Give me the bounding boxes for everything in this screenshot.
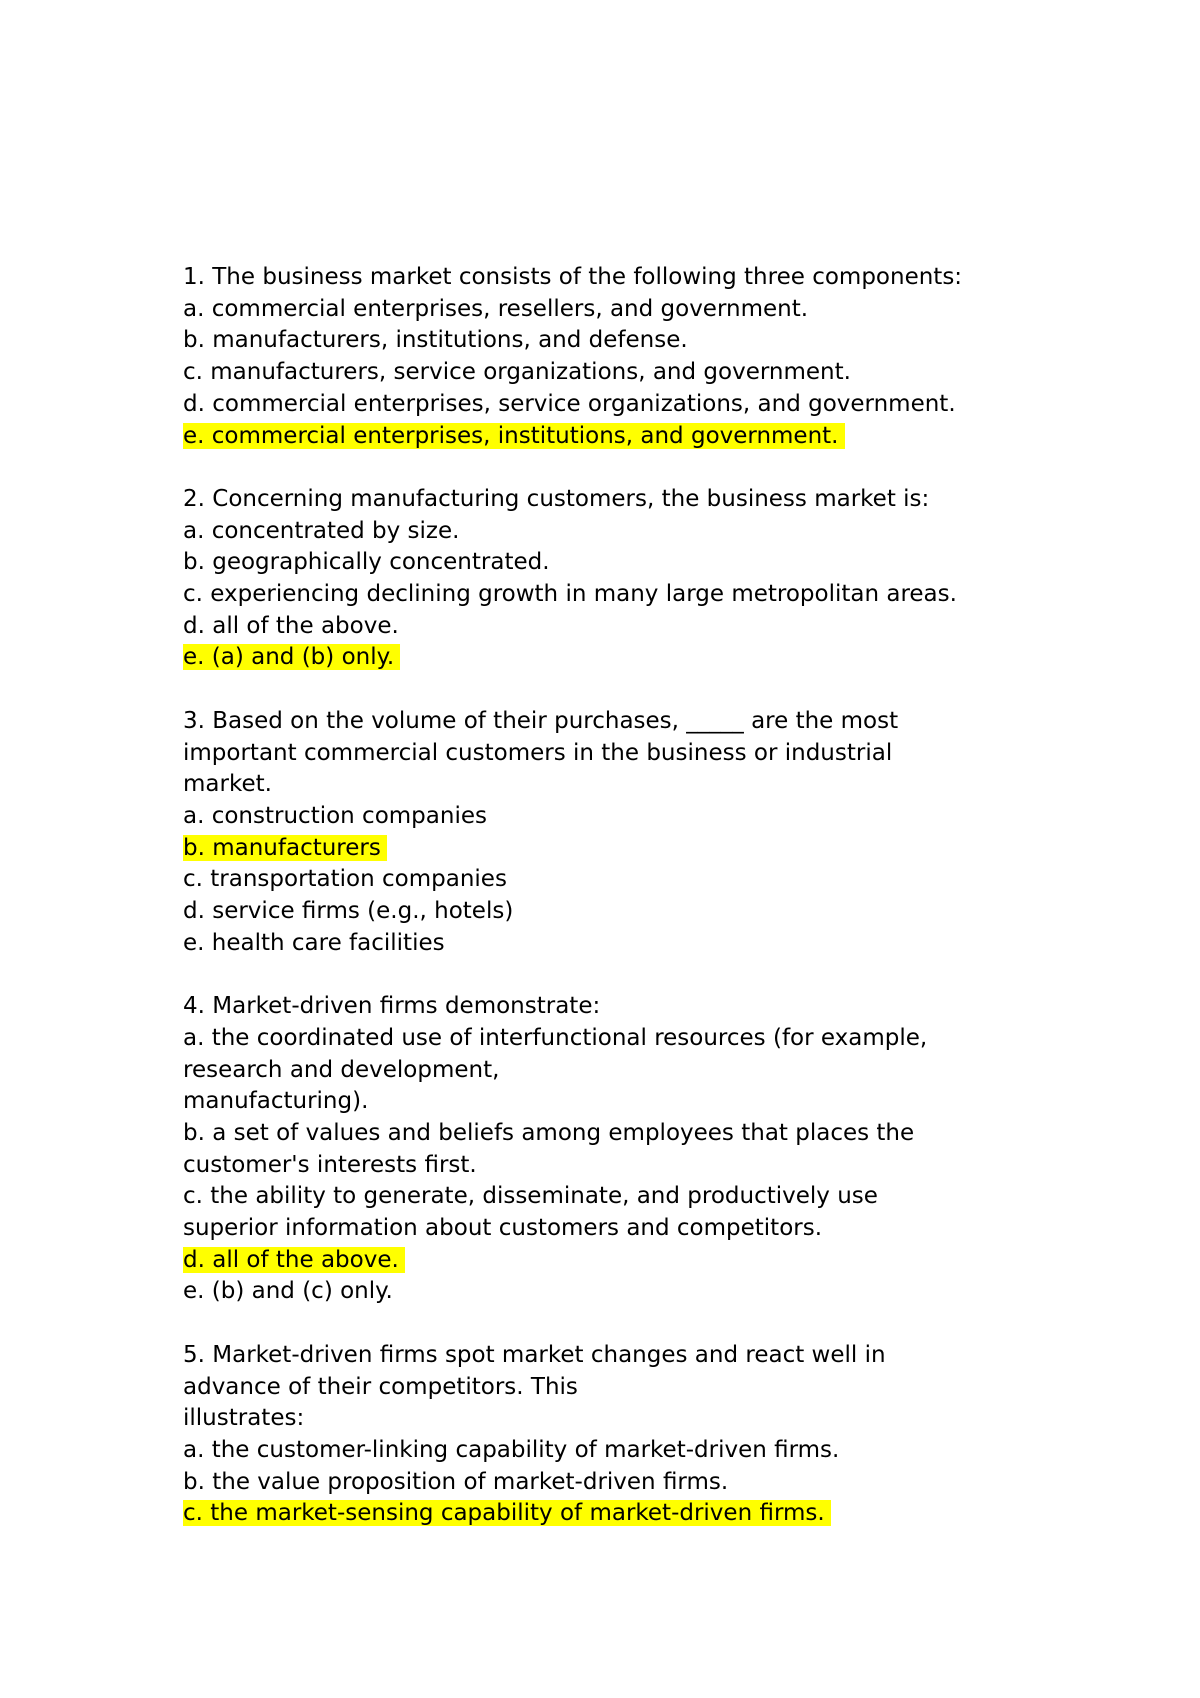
question-stem-text: advance of their competitors. This — [183, 1373, 578, 1400]
answer-option — [183, 1276, 1033, 1308]
answer-option-text: customer's interests first. — [183, 1151, 477, 1178]
answer-option-text: d. service firms (e.g., hotels) — [183, 898, 514, 925]
question-stem-text: 2. Concerning manufacturing customers, the business market is: — [183, 485, 930, 512]
answer-option-highlighted — [183, 421, 1033, 453]
answer-option-highlighted — [183, 1245, 1033, 1277]
answer-option — [183, 1435, 1033, 1467]
answer-option — [183, 611, 1033, 643]
question-stem-text: 4. Market-driven firms demonstrate: — [183, 993, 601, 1020]
answer-option — [183, 579, 1033, 611]
question-stem-line — [183, 769, 1033, 801]
answer-option — [183, 325, 1033, 357]
answer-option — [183, 516, 1033, 548]
question-5 — [183, 1340, 1033, 1530]
answer-option — [183, 928, 1033, 960]
question-stem-text: 5. Market-driven firms spot market changes and react well in — [183, 1341, 886, 1368]
answer-option — [183, 389, 1033, 421]
answer-option-text: a. commercial enterprises, resellers, and government. — [183, 295, 809, 322]
answer-option-text: e. (b) and (c) only. — [183, 1278, 393, 1305]
answer-option-highlighted — [183, 833, 1033, 865]
answer-option-text: a. the coordinated use of interfunctional resources (for example, — [183, 1024, 928, 1051]
answer-option-text: manufacturing). — [183, 1088, 369, 1115]
answer-option-text: c. transportation companies — [183, 866, 507, 893]
question-stem-line — [183, 262, 1033, 294]
answer-option — [183, 1213, 1033, 1245]
answer-option-text: c. manufacturers, service organizations, and government. — [183, 359, 851, 386]
question-stem-line — [183, 484, 1033, 516]
question-stem-text: market. — [183, 771, 272, 798]
question-stem-line — [183, 1340, 1033, 1372]
answer-option-text: c. the ability to generate, disseminate, and productively use — [183, 1183, 878, 1210]
question-3 — [183, 706, 1033, 960]
answer-option — [183, 896, 1033, 928]
answer-option-highlighted — [183, 1498, 1033, 1530]
answer-option-text: e. health care facilities — [183, 929, 445, 956]
highlighted-answer-text: d. all of the above. — [183, 1247, 405, 1273]
question-stem-text: important commercial customers in the business or industrial — [183, 739, 893, 766]
question-stem-line — [183, 1372, 1033, 1404]
question-4 — [183, 991, 1033, 1308]
question-1 — [183, 262, 1033, 452]
question-2 — [183, 484, 1033, 674]
answer-option-text: d. commercial enterprises, service organizations, and government. — [183, 390, 956, 417]
answer-option — [183, 801, 1033, 833]
question-stem-text: illustrates: — [183, 1405, 305, 1432]
question-stem-line — [183, 706, 1033, 738]
highlighted-answer-text: e. commercial enterprises, institutions, and government. — [183, 423, 845, 449]
answer-option-text: research and development, — [183, 1056, 500, 1083]
answer-option — [183, 864, 1033, 896]
answer-option — [183, 294, 1033, 326]
answer-option-highlighted — [183, 642, 1033, 674]
question-stem-line — [183, 991, 1033, 1023]
answer-option-text: a. concentrated by size. — [183, 517, 460, 544]
answer-option — [183, 1181, 1033, 1213]
highlighted-answer-text: b. manufacturers — [183, 835, 387, 861]
answer-option — [183, 547, 1033, 579]
answer-option-text: c. experiencing declining growth in many large metropolitan areas. — [183, 581, 957, 608]
answer-option — [183, 1055, 1033, 1087]
answer-option — [183, 1118, 1033, 1150]
document-page — [183, 262, 1033, 1562]
answer-option-text: a. the customer-linking capability of market-driven firms. — [183, 1436, 840, 1463]
answer-option-text: a. construction companies — [183, 802, 487, 829]
answer-option — [183, 1467, 1033, 1499]
question-stem-text: 1. The business market consists of the following three components: — [183, 264, 963, 290]
answer-option-text: b. a set of values and beliefs among employees that places the — [183, 1119, 915, 1146]
answer-option-text: superior information about customers and competitors. — [183, 1215, 823, 1242]
question-stem-line — [183, 1403, 1033, 1435]
answer-option-text: b. geographically concentrated. — [183, 549, 550, 576]
answer-option-text: d. all of the above. — [183, 612, 399, 639]
answer-option — [183, 1150, 1033, 1182]
answer-option — [183, 1023, 1033, 1055]
question-stem-text: 3. Based on the volume of their purchases, _____ are the most — [183, 707, 899, 734]
answer-option — [183, 1086, 1033, 1118]
highlighted-answer-text: e. (a) and (b) only. — [183, 644, 400, 670]
answer-option-text: b. the value proposition of market-driven firms. — [183, 1468, 729, 1495]
answer-option — [183, 357, 1033, 389]
answer-option-text: b. manufacturers, institutions, and defense. — [183, 327, 688, 354]
question-stem-line — [183, 738, 1033, 770]
highlighted-answer-text: c. the market-sensing capability of market-driven firms. — [183, 1500, 831, 1526]
